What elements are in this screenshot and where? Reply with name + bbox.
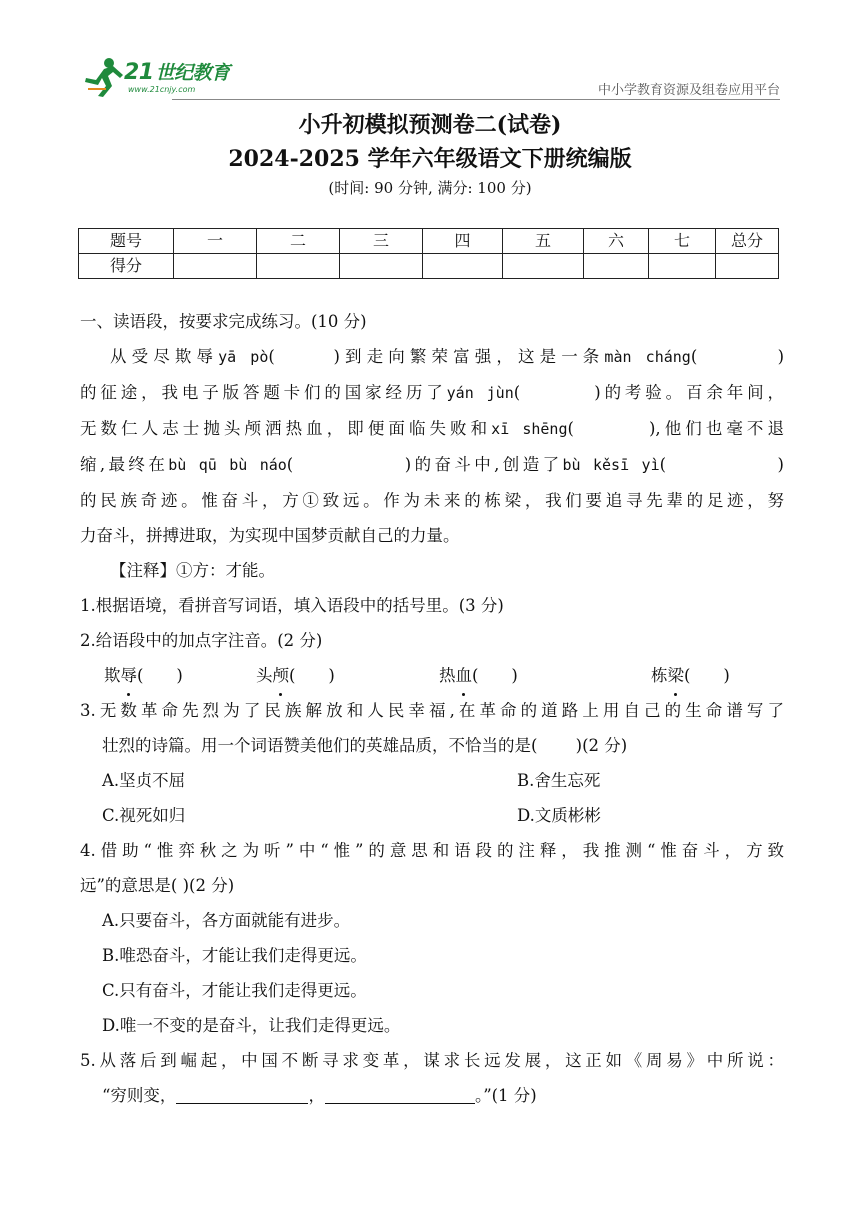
table-cell: 二 xyxy=(257,229,340,254)
passage-line: 缩,最终在bù qū bù náo( )的奋斗中,创造了bù kěsī yì( ) xyxy=(80,455,784,474)
pinyin-text: bù qū bù náo xyxy=(168,456,287,474)
score-input-cell[interactable] xyxy=(423,254,503,279)
pinyin-text: yán jùn xyxy=(446,384,514,402)
question-2-items xyxy=(80,658,784,693)
pinyin-text: yā pò xyxy=(218,348,269,366)
exam-content xyxy=(80,304,784,1113)
exam-time-info: (时间: 90 分钟, 满分: 100 分) xyxy=(328,179,532,197)
q2-item: 栋梁( ) xyxy=(651,658,730,693)
question-4-cont: 远”的意思是( )(2 分) xyxy=(80,876,235,895)
exam-title: 小升初模拟预测卷二(试卷) xyxy=(298,112,562,138)
option-a[interactable]: A.只要奋斗，各方面就能有进步。 xyxy=(102,911,351,930)
q3-options-row xyxy=(80,798,784,833)
option-a[interactable]: A.坚贞不屈 xyxy=(102,771,186,790)
passage-line: 力奋斗，拼搏进取，为实现中国梦贡献自己的力量。 xyxy=(80,526,460,545)
passage-line: 的民族奇迹。惟奋斗，方①致远。作为未来的栋梁，我们要追寻先辈的足迹，努 xyxy=(80,491,784,510)
passage-line: 的征途，我电子版答题卡们的国家经历了yán jùn( )的考验。百余年间， xyxy=(80,383,785,402)
score-input-cell[interactable] xyxy=(174,254,257,279)
table-cell: 三 xyxy=(340,229,423,254)
passage-note: 【注释】①方：才能。 xyxy=(110,561,275,580)
score-input-cell[interactable] xyxy=(257,254,340,279)
passage-line: 无数仁人志士抛头颅洒热血，即便面临失败和xī shēng( ),他们也毫不退 xyxy=(80,419,784,438)
table-cell: 得分 xyxy=(79,254,174,279)
option-c[interactable]: C.视死如归 xyxy=(102,806,186,825)
question-5-cont: “穷则变， ， 。”(1 分) xyxy=(80,1078,784,1113)
table-cell: 一 xyxy=(174,229,257,254)
option-d[interactable]: D.唯一不变的是奋斗，让我们走得更远。 xyxy=(102,1016,401,1035)
score-input-cell[interactable] xyxy=(649,254,716,279)
table-cell: 五 xyxy=(503,229,584,254)
section-heading: 一、读语段，按要求完成练习。(10 分) xyxy=(80,312,367,331)
question-3: 3.无数革命先烈为了民族解放和人民幸福,在革命的道路上用自己的生命谱写了 xyxy=(80,701,784,720)
logo-text: 21 世纪教育 xyxy=(124,60,230,85)
option-c[interactable]: C.只有奋斗，才能让我们走得更远。 xyxy=(102,981,367,1000)
logo xyxy=(82,54,262,100)
passage-line: 从受尽欺辱yā pò( )到走向繁荣富强，这是一条màn cháng( ) xyxy=(110,347,785,366)
table-cell: 四 xyxy=(423,229,503,254)
pinyin-text: xī shēng xyxy=(491,420,568,438)
question-3-cont: 壮烈的诗篇。用一个词语赞美他们的英雄品质，不恰当的是( )(2 分) xyxy=(102,736,628,755)
q2-item: 热血( ) xyxy=(439,658,518,693)
table-cell: 题号 xyxy=(79,229,174,254)
runner-logo-icon xyxy=(82,56,126,98)
q3-options-row xyxy=(80,763,784,798)
score-input-cell[interactable] xyxy=(340,254,423,279)
score-table-header-row xyxy=(79,229,779,254)
pinyin-text: bù kěsī yì xyxy=(562,456,660,474)
score-table-score-row xyxy=(79,254,779,279)
question-2: 2.给语段中的加点字注音。(2 分) xyxy=(80,631,323,650)
answer-blank[interactable] xyxy=(176,1083,308,1104)
logo-url: www.21cnjy.com xyxy=(128,85,196,94)
exam-subtitle: 2024-2025 学年六年级语文下册统编版 xyxy=(228,146,632,172)
table-cell: 七 xyxy=(649,229,716,254)
q2-item: 欺辱( ) xyxy=(104,658,183,693)
table-cell: 总分 xyxy=(716,229,779,254)
question-1: 1.根据语境，看拼音写词语，填入语段中的括号里。(3 分) xyxy=(80,596,504,615)
q2-item: 头颅( ) xyxy=(256,658,335,693)
header-divider xyxy=(172,99,780,100)
option-b[interactable]: B.舍生忘死 xyxy=(517,771,601,790)
score-input-cell[interactable] xyxy=(584,254,649,279)
score-input-cell[interactable] xyxy=(716,254,779,279)
score-input-cell[interactable] xyxy=(503,254,584,279)
question-4: 4.借助“惟弈秋之为听”中“惟”的意思和语段的注释，我推测“惟奋斗，方致 xyxy=(80,841,784,860)
pinyin-text: màn cháng xyxy=(604,348,691,366)
option-b[interactable]: B.唯恐奋斗，才能让我们走得更远。 xyxy=(102,946,367,965)
answer-blank[interactable] xyxy=(325,1083,475,1104)
option-d[interactable]: D.文质彬彬 xyxy=(517,806,601,825)
table-cell: 六 xyxy=(584,229,649,254)
page-header xyxy=(0,0,860,100)
score-table xyxy=(78,228,779,279)
question-5: 5.从落后到崛起，中国不断寻求变革，谋求长远发展，这正如《周易》中所说： xyxy=(80,1051,784,1070)
platform-label: 中小学教育资源及组卷应用平台 xyxy=(597,83,780,98)
